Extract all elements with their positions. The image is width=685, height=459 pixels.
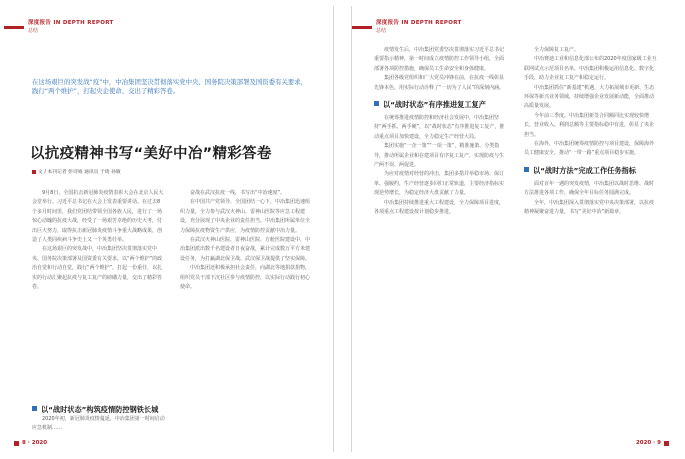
byline-marker: [32, 170, 36, 174]
running-head: [352, 16, 462, 38]
section-marker: [32, 406, 37, 411]
section-heading-text: 以“战时状态”有序推进复工复产: [383, 100, 486, 110]
running-head-bar: [352, 26, 372, 29]
page-number: 8 · 2020: [22, 440, 48, 446]
running-head-subtitle: 总结: [28, 28, 39, 34]
left-column-2: [180, 189, 313, 439]
section-1-intro: [32, 415, 165, 434]
paragraph: 在海外，中冶集团统筹疫情防控与项目建设，保障海外员工健康安全，推动“一带一路”重点项目稳步实施。: [524, 141, 655, 157]
page-number: 2020 · 9: [635, 440, 661, 446]
left-page: [4, 6, 334, 452]
paragraph: 2020年初，新冠肺炎疫情蔓延，中冶集团第一时间启动应急机制……: [32, 416, 165, 432]
paragraph: 9月8日，全国抗击新冠肺炎疫情表彰大会在北京人民大会堂举行。习近平总书记在大会上发表重要讲话。在过去8个多月时间里，我们党团结带领全国各族人民，进行了一场惊心动魄的抗疫大战，经受了一场艰苦卓绝的历史大考，付出巨大努力，取得抗击新冠肺炎疫情斗争重大战略成果，创造了人类同疾病斗争史上又一个英勇壮举。: [32, 190, 164, 244]
paragraph: 集团实施“一企一策”“一项一策”，精准施策、分类指导，推动所属企业和在建项目有序复工复产，实现防疫与生产两不误、两促进。: [374, 143, 505, 169]
footer-marker: [14, 441, 19, 446]
footer-marker: [664, 441, 669, 446]
paragraph: 全年，中冶集团深入贯彻落实党中央决策部署，以抗疫精神凝聚奋进力量，书写“美好中冶”新篇章。: [524, 199, 655, 216]
section-heading-text: 以“战时方法”完成工作任务指标: [533, 165, 636, 175]
section-marker: [374, 101, 379, 106]
paragraph: 中冶集团还积极承担社会责任，向湖北等地捐款捐物，组织党员干部下沉社区参与疫情防控，以实际行动践行初心使命。: [180, 265, 311, 291]
paragraph: 全力保障复工复产。: [534, 47, 580, 53]
paragraph: 中冶赛迪工业和信息化部公布的2020年度国家级工业互联网试点示范项目名单，中冶集团积极运用信息化、数字化手段，助力企业复工复产和稳定运行。: [524, 56, 657, 82]
running-head-bar: [4, 26, 24, 29]
paragraph: 在中国共产党领导、全国团结一心下，中冶集团迅速组织力量，全力参与武汉火神山、雷神山医院等应急工程建设，充分展现了中央企业的责任担当。中冶集团所属单位全力保障抗疫物资生产供应，为疫情防控贡献中冶力量。: [180, 199, 311, 234]
right-column-2: [524, 46, 657, 452]
running-head-title: 深度报告 IN DEPTH REPORT: [376, 20, 462, 26]
paragraph: 奋战在武汉抗疫一线，书写出“中冶速度”。: [190, 190, 286, 196]
paragraph: 今年前三季度，中冶集团新签合同额同比实现较快增长，营业收入、利润总额等主要指标稳中有进，彰显了央企担当。: [524, 112, 655, 138]
paragraph: 面对百年一遇的突发疫情，中冶集团以战时思维、战时方法推进各项工作，确保全年目标任务圆满完成。: [524, 180, 655, 197]
paragraph: 中冶集团抓住“新基建”机遇，大力拓展城市更新、生态环保等新兴业务领域，持续增强企业发展新动能，全面推动高质量发展。: [524, 84, 655, 110]
paragraph: 在这场艰巨的突发战中，中冶集团坚决贯彻落实党中央、国务院决策部署及国资委有关要求，以“两个维护”的政治自觉和行动自觉，践行“两个维护”，打起一份重任，以扎实的行动汇聚起抗疫与复工复产的磅礴力量，交出了精彩答卷。: [32, 246, 163, 291]
article-title: 以抗疫精神书写“美好中冶”精彩答卷: [30, 146, 272, 162]
right-page: [351, 6, 681, 452]
paragraph: 在武汉火神山医院、雷神山医院、方舱医院建设中，中冶集团派出数千名建设者日夜奋战，累计完成数万平方米建设任务，为打赢湖北保卫战、武汉保卫战提供了坚实保障。: [180, 237, 311, 262]
paragraph: 为应对疫情对经营的冲击，集团多措并举稳市场、保订单、强履约，生产经营逐步回归正常轨道，主要经济指标实现逆势增长，为稳定经济大盘贡献了力量。: [374, 171, 505, 197]
section-heading-2: [374, 99, 507, 110]
paragraph: 疫情发生后，中冶集团党委坚决贯彻落实习近平总书记重要指示精神，第一时间成立疫情防控工作领导小组，全面部署各项防控措施，确保员工生命安全和身体健康。: [374, 47, 505, 72]
right-column-1: [374, 46, 507, 452]
paragraph: 在统筹推进疫情防控和经济社会发展中，中冶集团坚持“两手抓、两手硬”，以“战时状态”有序推进复工复产，推动重点项目加快建设，全力稳定生产经营大局。: [374, 115, 505, 140]
running-head: [4, 16, 114, 38]
running-head-subtitle: 总结: [376, 28, 387, 34]
section-heading-1: [32, 404, 165, 434]
paragraph: 中冶集团持续推进重大工程建设，全力保障项目进度，各项重点工程建设按计划稳步推进。: [374, 199, 505, 216]
section-heading-text: 以“战时状态”构筑疫情防控钢铁长城: [41, 405, 159, 414]
paragraph: 集团各级党组织和广大党员冲锋在前，在抗疫一线彰显先锋本色，用实际行动诠释了“一切为了人民”的深刻内涵。: [374, 75, 505, 91]
page-footer: [632, 440, 669, 446]
section-heading-3: [524, 165, 657, 176]
left-column-1: [32, 189, 165, 401]
running-head-title: 深度报告 IN DEPTH REPORT: [28, 20, 114, 26]
page-footer: [14, 440, 51, 446]
section-marker: [524, 167, 529, 172]
article-lead: 在这场艰巨的突发战“疫”中，中冶集团坚决贯彻落实党中央、国务院决策部署及国资委有关要求，践行“两个维护”，打起央企使命、交出了精彩答卷。: [32, 78, 308, 95]
byline-text: 文 / 本刊记者 彭诗娟 通讯员 于琦 孙敏: [38, 170, 121, 175]
article-byline: [32, 168, 121, 175]
